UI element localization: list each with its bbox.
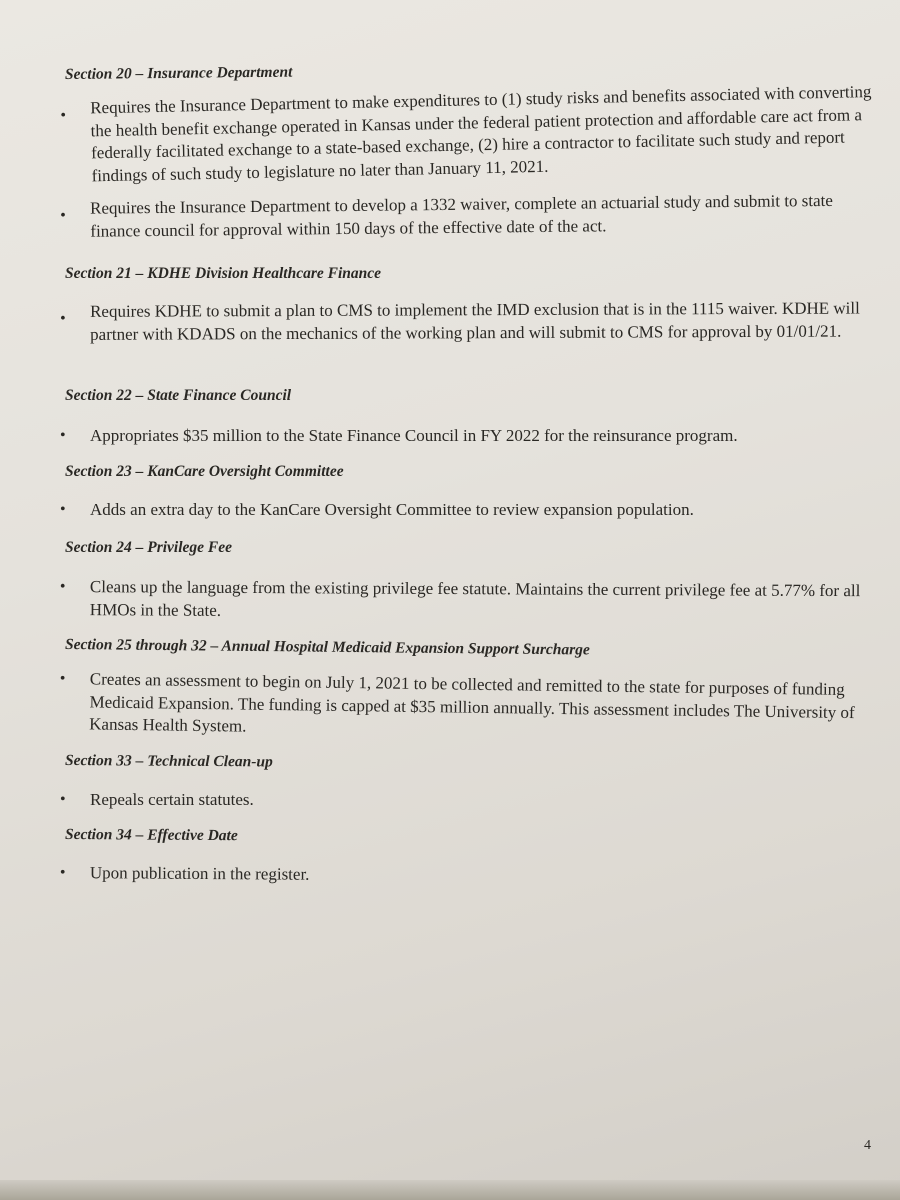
section-33-heading: Section 33 – Technical Clean-up [64, 752, 273, 771]
section-25-32-heading: Section 25 through 32 – Annual Hospital Medicaid Expansion Support Surcharge [64, 636, 590, 659]
section-23-item-1 [60, 499, 880, 523]
section-22-item-1 [60, 425, 880, 449]
section-25-32-item-1 [59, 668, 880, 748]
section-25-32-item-1-text: Creates an assessment to begin on July 1, 2021 to be collected and remitted to the state for purposes of funding Medicaid Expansion. The funding is capped at $35 million annually. This assessment includes The University of Kansas Health System. [89, 669, 855, 736]
bullet-icon: • [59, 669, 66, 688]
page-bottom-edge [0, 1180, 900, 1200]
bullet-icon: • [60, 206, 66, 224]
bullet-icon: • [59, 578, 66, 596]
section-23-item-1-text: Adds an extra day to the KanCare Oversight Committee to review expansion population. [90, 500, 694, 519]
section-34-item-1-text: Upon publication in the register. [89, 863, 310, 884]
section-22-heading: Section 22 – State Finance Council [65, 387, 292, 404]
page-number: 4 [864, 1138, 871, 1153]
section-34-heading: Section 34 – Effective Date [64, 826, 238, 845]
section-20-item-1 [60, 81, 882, 190]
section-23-heading: Section 23 – KanCare Oversight Committee [65, 463, 344, 480]
section-24-item-1-text: Cleans up the language from the existing privilege fee statute. Maintains the current privilege fee at 5.77% for all HMOs in the State. [89, 577, 861, 620]
section-20-item-1-text: Requires the Insurance Department to make expenditures to (1) study risks and benefits associated with converting the health benefit exchange operated in Kansas under the federal patient protection and affordable care act from a federally facilitated exchange to a state-based exchange, (2) hire a contractor to facilitate such study and report findings of such study to legislature no later than January 11, 2021. [90, 82, 872, 185]
section-24-item-1 [60, 576, 880, 626]
section-20-heading: Section 20 – Insurance Department [64, 63, 293, 83]
bullet-icon: • [60, 791, 66, 808]
section-21-item-1-text: Requires KDHE to submit a plan to CMS to implement the IMD exclusion that is in the 1115 waiver. KDHE will partner with KDADS on the mechanics of the working plan and will submit to CMS for approval by 01/01/21. [90, 298, 860, 344]
section-21-item-1 [60, 297, 880, 370]
section-33-item-1-text: Repeals certain statutes. [90, 790, 254, 809]
section-20-item-2 [60, 189, 880, 244]
section-24-heading: Section 24 – Privilege Fee [65, 539, 233, 556]
bullet-icon: • [59, 863, 66, 882]
bullet-icon: • [60, 501, 66, 518]
bullet-icon: • [60, 309, 66, 327]
section-33-item-1 [60, 789, 880, 813]
bullet-icon: • [60, 106, 67, 124]
section-22-item-1-text: Appropriates $35 million to the State Finance Council in FY 2022 for the reinsurance program. [90, 426, 738, 445]
section-20-item-2-text: Requires the Insurance Department to develop a 1332 waiver, complete an actuarial study and submit to state finance council for approval within 150 days of the effective date of the act. [90, 190, 834, 241]
section-21-heading: Section 21 – KDHE Division Healthcare Finance [65, 265, 382, 282]
bullet-icon: • [60, 427, 66, 444]
